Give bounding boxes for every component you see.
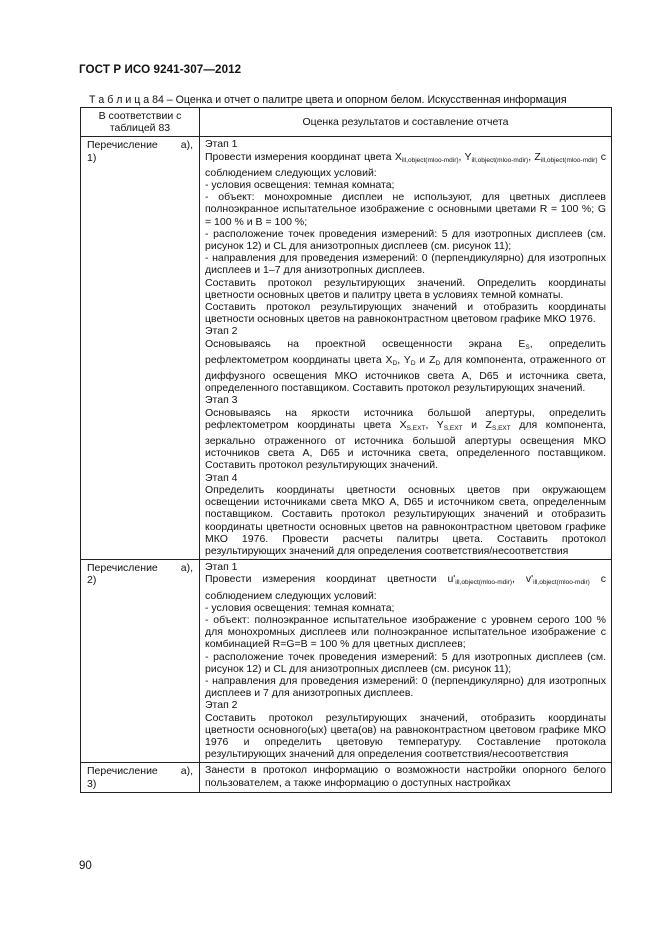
page-number: 90 [79, 860, 92, 872]
col1-header: В соответствии с таблицей 83 [81, 108, 200, 137]
evaluation-line: - объект: монохромные дисплеи не используют, для цветных дисплеев полноэкранное испытательное изображение с основными цветами R = 100 %; G = 100 % и B = 100 %; [205, 191, 606, 228]
reference-word: Перечисление [87, 139, 158, 152]
table-caption-title: – Оценка и отчет о палитре цвета и опорном белом. Искусственная информация [163, 94, 567, 106]
reference-word: Перечисление [87, 765, 158, 778]
reference-number: 1) [87, 151, 97, 164]
reference-word: Перечисление [87, 562, 158, 575]
reference-cell [81, 137, 200, 560]
reference-number: 3) [87, 777, 97, 790]
reference-label [87, 765, 193, 777]
evaluation-line: Провести измерения координат цветности $u'_{ill,object(mloo-mdir)}$, $v'_{ill,object(mloo-mdir)}$ с соблюдением следующих условий: [205, 573, 607, 602]
reference-letter: а), [180, 562, 193, 575]
evaluation-line: Этап 1 [205, 561, 238, 574]
reference-number: 2) [87, 574, 97, 587]
evaluation-line: Составить протокол результирующих значений и отобразить координаты цветности основных цветов на равноконтрастном цветовом графике МКО 1976. [205, 301, 606, 326]
reference-label [87, 139, 193, 151]
evaluation-line: - объект: полноэкранное испытательное изображение с уровнем серого 100 % для монохромных дисплеев или полноэкранное испытательное изображение с комбинацией R=G=B = 100 % для цветных дисплеев; [205, 613, 606, 651]
evaluation-line: Основываясь на проектной освещенности экрана $E_S$, определить рефлектометром координаты цвета $X_D$, $Y_D$ и $Z_D$ для компонента, отраженного от диффузного освещения МКО источников света А, D65 и источника света, определенного поставщиком. Составить протокол результирующих значений. [205, 337, 606, 395]
reference-letter: а), [180, 139, 193, 152]
evaluation-line: Провести измерения координат цвета $X_{ill,object(mloo-mdir)}$, $Y_{ill,object(mloo-mdir)}$, $Z_{ill,object(mloo-mdir)}$ с соблюдением следующих условий: [205, 150, 606, 179]
evaluation-cell [200, 137, 612, 560]
document-header: ГОСТ Р ИСО 9241-307—2012 [79, 63, 242, 76]
reference-cell [81, 763, 200, 792]
evaluation-line: Занести в протокол информацию о возможности настройки опорного белого пользователем, а также информацию о доступных настройках [205, 764, 606, 789]
evaluation-line: - условия освещения: темная комната; [205, 179, 395, 192]
evaluation-line: Определить координаты цветности основных цветов при окружающем освещении источниками света МКО А, D65 и источником света, определенным поставщиком. Составить протокол результирующих значений и отобразить координаты цветности основных цветов на равноконтрастном цветовом графике МКО 1976. Провести расчеты палитры цвета. Составить протокол результирующих значений для определения соответствия/несоответствия [205, 483, 606, 557]
evaluation-line: Этап 1 [205, 138, 238, 151]
evaluation-line: - направления для проведения измерений: 0 (перпендикулярно) для изотропных дисплеев и 7 для анизотропных дисплеев. [205, 674, 606, 700]
evaluation-line: Этап 3 [205, 394, 238, 407]
col2-header: Оценка результатов и составление отчета [200, 108, 612, 137]
reference-label [87, 562, 193, 574]
evaluation-cell [200, 763, 612, 792]
evaluation-line: - направления для проведения измерений: 0 (перпендикулярно) для изотропных дисплеев и 1–7 для анизотропных дисплеев. [205, 252, 606, 277]
evaluation-line: - условия освещения: темная комната; [205, 601, 395, 614]
evaluation-table [80, 107, 612, 793]
evaluation-line: Основываясь на яркости источника большой апертуры, определить рефлектометром координаты цвета $X_{S,EXT}$, $Y_{S,EXT}$ и $Z_{S,EXT}$ для компонента, зеркально отраженного от источника большой апертуры освещения МКО источников света А, D65 и источника света, определенного поставщиком. Составить протокол результирующих значений. [205, 406, 606, 472]
reference-cell [81, 560, 200, 763]
table-caption-label: Т а б л и ц а 84 [89, 94, 164, 106]
evaluation-line: Составить протокол результирующих значений, отобразить координаты цветности основного(ых) цвета(ов) на равноконтрастном цветовом графике МКО 1976 и определить цветовую температуру. Составление протокола результирующих значений для определения соответствия/несоответствия [205, 711, 606, 761]
table-caption [89, 94, 609, 106]
evaluation-line: - расположение точек проведения измерений: 5 для изотропных дисплеев (см. рисунок 12) и CL для анизотропных дисплеев (см. рисунок 11); [205, 650, 606, 675]
table-row [81, 137, 612, 560]
evaluation-line: Этап 4 [205, 471, 238, 484]
table-body [81, 137, 612, 792]
evaluation-line: Этап 2 [205, 325, 238, 338]
evaluation-line: Этап 2 [205, 699, 238, 712]
reference-letter: а), [180, 765, 193, 778]
table-row [81, 560, 612, 763]
evaluation-cell [200, 560, 612, 763]
evaluation-line: - расположение точек проведения измерений: 5 для изотропных дисплеев (см. рисунок 12) и CL для анизотропных дисплеев (см. рисунок 11); [205, 227, 606, 253]
evaluation-line: Составить протокол результирующих значений. Определить координаты цветности основных цветов и палитру цвета в условиях темной комнаты. [205, 276, 606, 301]
table-row [81, 763, 612, 792]
table-header-row [81, 108, 612, 137]
